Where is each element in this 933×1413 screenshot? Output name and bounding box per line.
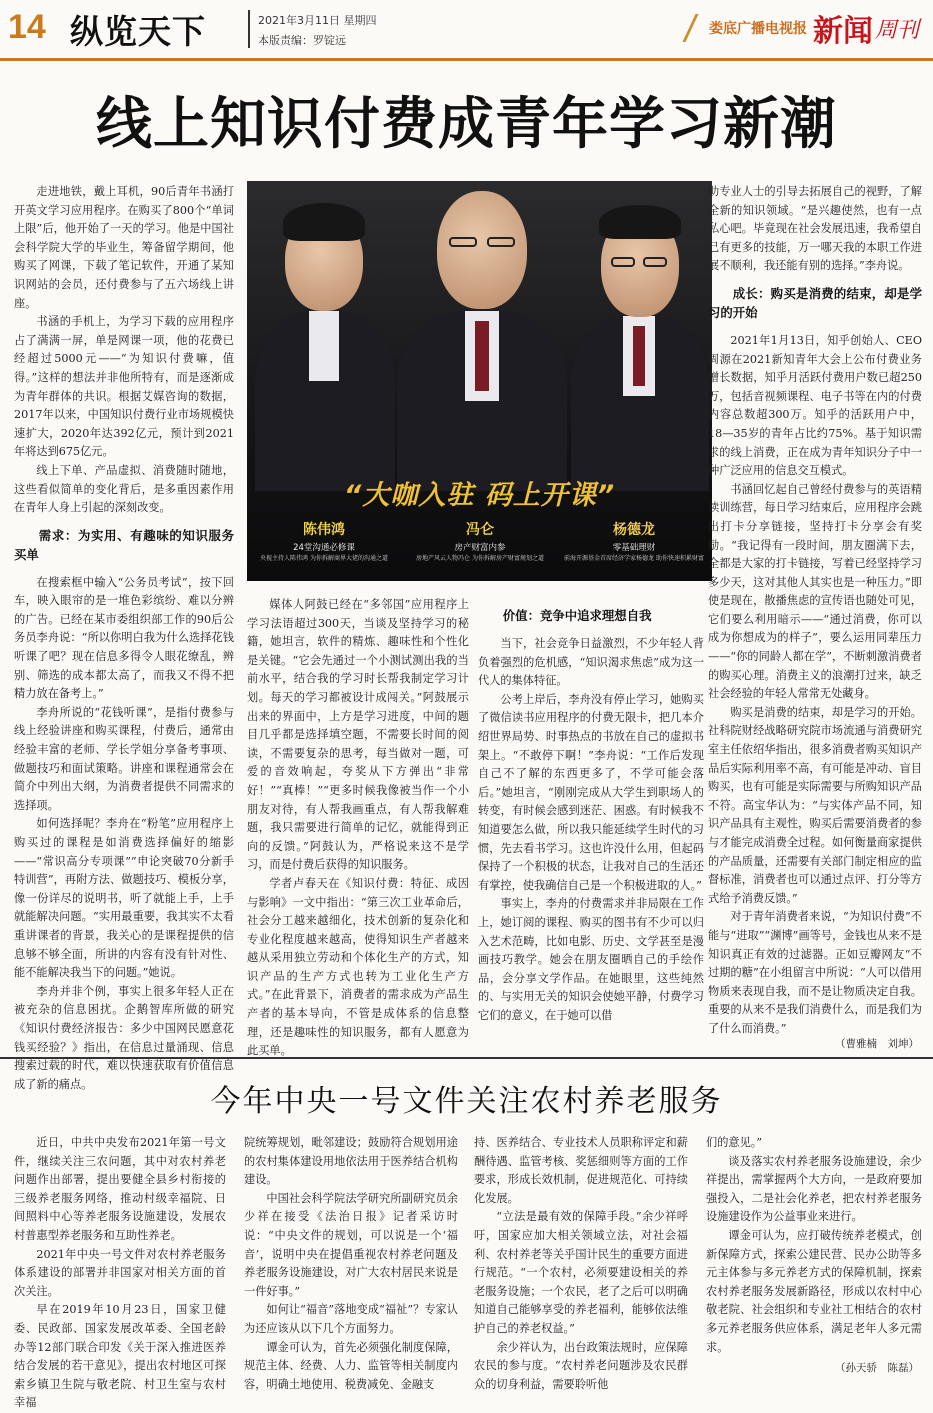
paragraph: 持、医养结合、专业技术人员职称评定和薪酬待遇、监管考核、奖惩细则等方面的工作要求，形成长效机制，促进规范化、可持续化发展。: [474, 1136, 688, 1205]
paragraph: 2021年中央一号文件对农村养老服务体系建设的部署并非国家对相关方面的首次关注。: [14, 1247, 226, 1298]
article1-column-4: [708, 183, 922, 1033]
paragraph: “立法是最有效的保障手段。”余少祥呼吁，国家应加大相关领域立法，对社会福利、农村养老等关乎国计民生的重要方面进行规范。“一个农村，必须要建设相关的养老服务设施；一个农民，老了之后可以明确知道自己能够享受的养老福利，能够依法维护自己的养老权益。”: [474, 1210, 688, 1335]
header-divider: [248, 10, 250, 48]
person-left: [247, 191, 397, 491]
photo-caption-middle: [405, 519, 555, 563]
paragraph: 书涵的手机上，为学习下载的应用程序占了满满一屏，单是网课一项，他的花费已经超过5000元——“为知识付费嘛，值得。”这样的想法并非他所特有，而是逐渐成为青年群体的共识。根据艾媒咨询的数据，2017年以来，中国知识付费行业市场规模快速扩大，2020年达392亿元，预计到2021年将达到675亿元。: [14, 315, 234, 459]
caption-role: 24堂沟通必修课: [293, 543, 355, 553]
brand-name: 娄底广播电视报: [708, 21, 807, 37]
paragraph: 李舟并非个例，事实上很多年轻人正在被充杂的信息困扰。企鹅智库所做的研究《知识付费经济报告：多少中国网民愿意花钱买经验？》指出，在信息过量涌现、信息搜索过载的时代，难以快速获取有价值信息成了新的痛点。: [14, 984, 234, 1091]
article2-byline: （孙天骄 陈磊）: [835, 1362, 919, 1374]
paragraph: 助专业人士的引导去拓展自己的视野，了解全新的知识领域。“是兴趣使然，也有一点私心吧。毕竟现在社会发展迅速，我希望自己有更多的技能，万一哪天我的本职工作进展不顺利，我还能有别的选择。”李舟说。: [708, 185, 922, 273]
paragraph: 中国社会科学院法学研究所副研究员余少祥在接受《法治日报》记者采访时说：“中央文件的规划，可以说是一个‘福音’，说明中央在提倡重视农村养老问题及养老服务设施建设，对广大农村居民来说是一件好事。”: [244, 1191, 458, 1298]
paragraph: 事实上，李舟的付费需求并非局限在工作上，她订阅的课程、购买的图书有不少可以归入艺术范畴，比如电影、历史、文学甚至是漫画技巧教学。她会在朋友圈晒自己的手绘作品，会分享文学作品。在她眼里，这些纯然的、与实用无关的知识会使她平静，付费学习它们的意义，在于她可以借: [478, 897, 704, 1022]
article2-column-2: [244, 1134, 458, 1391]
photo-caption-right: [559, 519, 709, 563]
paragraph: 谈及落实农村养老服务设施建设，余少祥提出，需掌握两个大方向，一是政府要加强投入，二是社会化养老，把农村养老服务设施建设作为公益事业来进行。: [706, 1154, 922, 1224]
paragraph: 书涵回忆起自己曾经付费参与的英语精读训练营，每日学习结束后，应用程序会跳出打卡分享链接，坚持打卡分享会有奖励。“我记得有一段时间，朋友圈满下去，全都是大家的打卡链接，写着已经坚持学习多少天，这对其他人其实也是一种压力。”即使是现在，散播焦虑的宣传语也随处可见，它们要么利用暗示——“通过消费，你可以成为你想成为的样子”，要么运用同辈压力——“你的同龄人都在学”，不断刺激消费者的购买心理。消费主义的浪潮打过来，缺乏社会经验的年轻人常常无处藏身。: [708, 482, 922, 701]
paragraph: 学者卢春天在《知识付费：特征、成因与影响》一文中指出：“第三次工业革命后，社会分工越来越细化，技术创新的复杂化和专业化程度越来越高，使得知识生产者越来越从采用独立劳动和个体化生产的方式，知识产品的生产方式也转为工业化生产方式。”在此背景下，消费者的需求成为产品生产者的基本导向，不管是成体系的信息整理，还是趣味性的知识服务，都有人愿意为此买单。: [247, 876, 469, 1058]
paragraph: 当下，社会竞争日益激烈，不少年轻人背负着强烈的危机感，“知识渴求焦虑”成为这一代人的集体特征。: [478, 637, 704, 688]
person-right: [567, 191, 712, 491]
brand-weekly: 周刊: [874, 17, 919, 43]
masthead: [0, 0, 933, 62]
page-editor: 本版责编：罗锭远: [258, 34, 346, 47]
subhead-value: 价值：竞争中追求理想自我: [502, 608, 652, 623]
subhead-demand: 需求：为实用、有趣味的知识服务买单: [14, 527, 234, 562]
paragraph: 走进地铁，戴上耳机，90后青年书涵打开英文学习应用程序。在购买了800个“单词上限”后，他开始了一天的学习。他是中国社会科学院大学的毕业生，筹备留学期间，他购买了网课，下载了笔记软件，开通了某知识网站的会员，还付费参与了五六场线上讲座。: [14, 185, 234, 310]
photo-caption-left: [249, 519, 399, 563]
caption-name: 陈伟鸿: [303, 522, 345, 538]
paragraph: 如何选择呢？李舟在“粉笔”应用程序上购买过的课程是如消费选择偏好的缩影——“常识高分专项课”“申论突破70分新手特训营”，再附方法、做题技巧、模板分享，像一份详尽的说明书，听了就能上手，上手就能解决问题。“实用最重要，我其实不太看重讲课者的背景，我关心的是课程提供的信息够不够全面，所讲的内容有没有针对性、能不能解决我当下的问题。”她说。: [14, 817, 234, 980]
paragraph: 近日，中共中央发布2021年第一号文件，继续关注三农问题，其中对农村养老问题作出部署，提出要健全县乡村衔接的三级养老服务网络，推动村级幸福院、日间照料中心等养老服务设施建设，发展农村普惠型养老服务和互助性养老。: [14, 1136, 226, 1242]
subhead-growth: 成长：购买是消费的结束，却是学习的开始: [708, 285, 922, 320]
issue-date: 2021年3月11日 星期四: [258, 14, 377, 27]
article2-column-4: [706, 1134, 922, 1359]
paragraph: 如何让“福音”落地变成“福祉”？专家认为还应该从以下几个方面努力。: [244, 1303, 458, 1335]
article1-column-2: [247, 596, 469, 1058]
article2-column-1: [14, 1134, 226, 1410]
paragraph: 余少祥认为，出台政策法规时，应保障农民的参与度。“农村养老问题涉及农民群众的切身利益，需要聆听他: [474, 1340, 688, 1391]
paragraph: 早在2019年10月23日，国家卫健委、民政部、国家发展改革委、全国老龄办等12部门联合印发《关于深入推进医养结合发展的若干意见》，提出农村地区可探索乡镇卫生院与敬老院、村卫生室与农村幸福: [14, 1303, 226, 1410]
page-number: 14: [8, 8, 46, 46]
caption-desc: 房地产风云人物冯仑 为你拆解房产财富规划之道: [416, 555, 544, 562]
paragraph: 对于青年消费者来说，“为知识付费”不能与“进取”“渊博”画等号，金钱也从来不是知识真正有效的过滤器。正如豆瓣网友“不过期的糖”在小组留言中所说：“人可以借用物质来表现自我，而不是让物质决定自我。重要的从来不是我们消费什么，而是我们为了什么而消费。”: [708, 910, 922, 1035]
article2-headline: 今年中央一号文件关注农村养老服务: [210, 1084, 723, 1119]
caption-desc: 前海开源基金首席经济学家杨德龙 助你快速积累财富: [564, 555, 704, 562]
photo-slogan: “大咖入驻 码上开课”: [343, 480, 616, 511]
paragraph: 院统筹规划，毗邻建设；鼓励符合规划用途的农村集体建设用地依法用于医养结合机构建设。: [244, 1136, 458, 1187]
caption-role: 零基础理财: [612, 543, 656, 553]
paragraph: 谭金可认为，应打破传统养老模式，创新保障方式，探索公建民营、民办公助等多元主体参与多元养老方式的保障机制，探索农村养老服务发展新路径，形成以农村中心敬老院、社会组织和专业社工相结合的农村多元养老服务供应体系，满足老年人多元需求。: [706, 1228, 922, 1354]
paragraph: 线上下单、产品虚拟、消费随时随地，这些看似简单的变化背后，是多重因素作用在青年人身上引起的深刻改变。: [14, 463, 234, 515]
article1-photo: [247, 181, 712, 581]
paragraph: 2021年1月13日，知乎创始人、CEO周源在2021新知青年大会上公布付费业务增长数据，知乎月活跃付费用户数已超250万，包括音视频课程、电子书等在内的付费内容总数超300万。知乎的活跃用户中，18—35岁的青年占比约75%。基于知识需求的线上消费，正在成为青年知识分子中一种广泛应用的信息交互模式。: [708, 333, 922, 478]
caption-name: 冯仑: [466, 522, 494, 538]
article1-byline: （曹雅楠 刘坤）: [835, 1038, 919, 1050]
brand-logo: [689, 6, 919, 50]
caption-name: 杨德龙: [613, 522, 655, 538]
paragraph: 公考上岸后，李舟没有停止学习，她购买了微信读书应用程序的付费无限卡，把几本介绍世界局势、时事热点的书放在自己的虚拟书架上。“不敢停下啊！”李舟说：“工作后发现自己不了解的东西更多了，不学可能会落后。”她坦言，“刚刚完成从大学生到职场人的转变，有时候会感到迷茫、困惑。有时候我不知道要怎么做，所以我只能延续学生时代的习惯，先去看书学习。这也许没什么用，但起码保持了一个积极的状态，让我对自己的生活还有掌控，使我确信自己是一个积极进取的人。”: [478, 692, 704, 892]
brand-news: 新闻: [812, 14, 873, 49]
paragraph: 李舟所说的“花钱听课”，是指付费参与线上经验讲座和购买课程，付费后，通常由经验丰富的老师、学长学姐分享备考事项、做题技巧和面试策略。讲座和课程通常会在简介中列出大纲，为消费者提供不同需求的选择项。: [14, 705, 234, 812]
article1-column-3: [478, 596, 704, 1036]
header-rule: [0, 58, 933, 61]
paragraph: 们的意见。”: [706, 1136, 763, 1149]
paragraph: 媒体人阿鼓已经在“多邻国”应用程序上学习法语超过300天，当谈及坚持学习的秘籍，她坦言，软件的精炼、趣味性和个性化是关键。“它会先通过一个小测试测出我的当前水平，结合我的学习时长帮我制定学习计划。每天的学习都被设计成闯关。”阿鼓展示出来的界面中，上方是学习进度，中间的题目几乎都是选择填空题，不需要长时间的阅读，不需要复杂的思考，每当做对一题，可爱的音效响起，夸奖从下方弹出“非常好！”“真棒！”“更多时候我像被当作一个小朋友对待，有人帮我画重点，有人帮我解难题，我只需要进行简单的记忆，就能得到正向的反馈。”阿鼓认为，严格说来这不是学习，而是付费后获得的知识服务。: [247, 598, 469, 872]
brand-slash-icon: [682, 14, 709, 42]
article1-headline: 线上知识付费成青年学习新潮: [96, 92, 837, 157]
paragraph: 购买是消费的结束，却是学习的开始。社科院财经战略研究院市场流通与消费研究室主任依绍华指出，很多消费者购买知识产品后实际利用率不高，有可能是冲动、盲目购买，也有可能是实际需要与所购知识产品不符。高宝华认为：“与实体产品不同，知识产品具有主观性，购买后需要消费者的参与才能完成消费全过程。如何衡量商家提供的产品质量，还需要有关部门制定相应的监督标准，消费者也可以通过点评、打分等方式给予消费反馈。”: [708, 705, 922, 905]
caption-desc: 央视主持人陈伟鸿 为你拆解商界大佬的沟通之道: [260, 555, 388, 562]
paragraph: 谭金可认为，首先必须强化制度保障，规范主体、经费、人力、监管等相关制度内容，明确土地使用、税费减免、金融支: [244, 1340, 458, 1391]
section-title: 纵览天下: [70, 12, 206, 51]
article2-column-3: [474, 1134, 688, 1391]
caption-role: 房产财富内参: [454, 543, 506, 553]
article1-column-1: [14, 183, 234, 1091]
paragraph: 在搜索框中输入“公务员考试”，按下回车，映入眼帘的是一堆色彩缤纷、难以分辨的广告。已经在某市委组织部工作的90后公务员李舟说：“所以你明白我为什么选择花钱听课了吧？现在信息多得令人眼花缭乱，辨别、筛选的成本都太高了，而我又不得不把精力放在备考上。”: [14, 575, 234, 701]
article-divider: [0, 1057, 933, 1059]
person-middle: [397, 161, 567, 491]
